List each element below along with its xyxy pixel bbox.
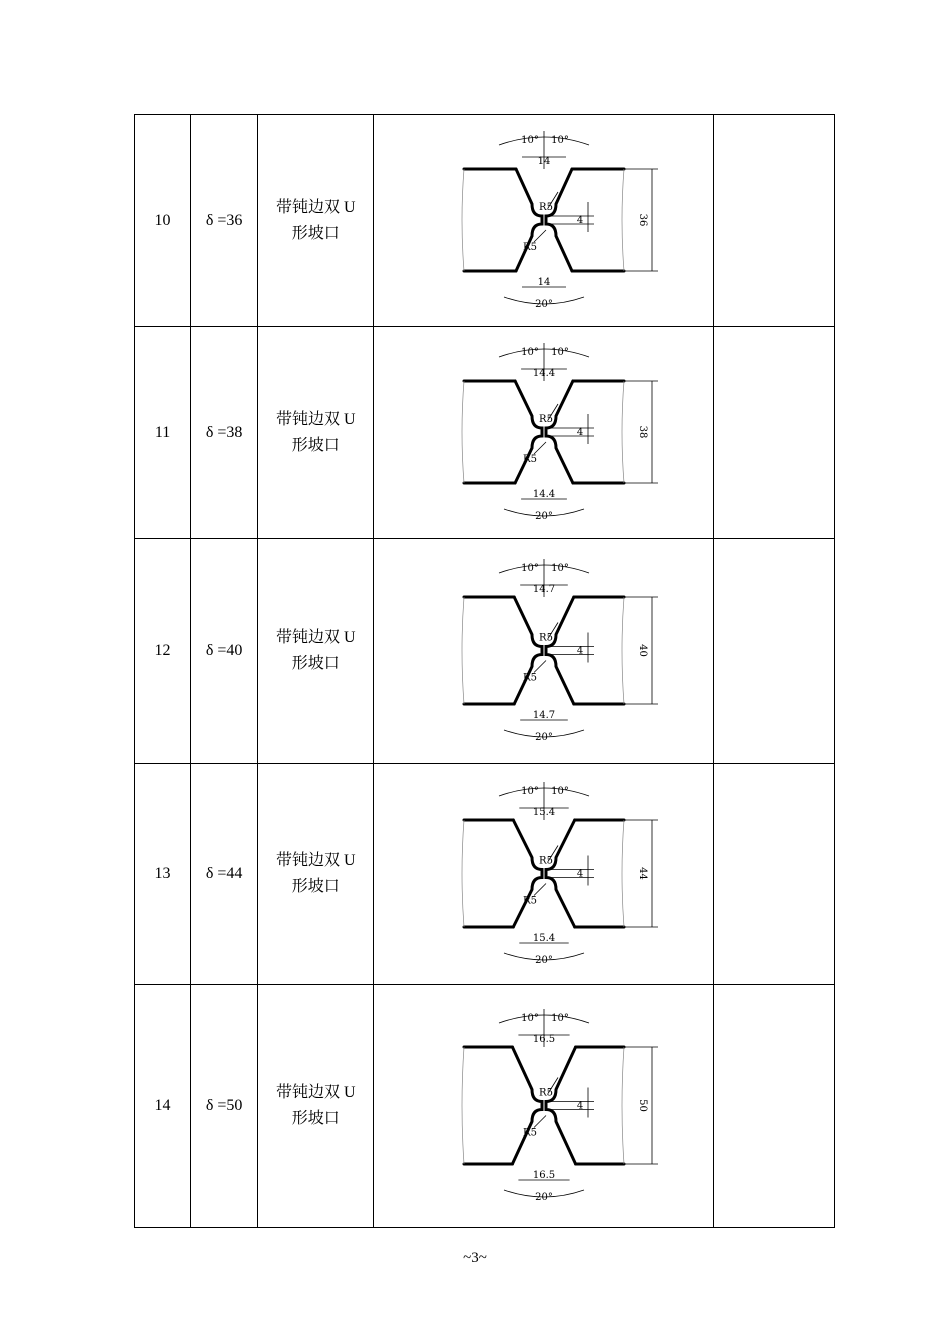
bottom-angle-label: 20° — [534, 1191, 553, 1203]
groove-name-line1: 带钝边双 U — [275, 1084, 356, 1101]
row-number: 10 — [135, 115, 191, 327]
bottom-angle-label: 20° — [534, 298, 553, 310]
groove-figure-cell — [374, 539, 713, 764]
plate-thickness: δ =36 — [191, 115, 258, 327]
groove-name-line2: 形坡口 — [291, 1110, 340, 1127]
groove-name — [258, 115, 374, 327]
radius-leader-bottom — [534, 442, 546, 454]
groove-name-line2: 形坡口 — [291, 436, 340, 454]
root-face-label: 4 — [576, 214, 583, 226]
groove-profile-right — [546, 169, 572, 271]
break-line-left — [462, 597, 464, 704]
bottom-angle-label: 20° — [534, 731, 553, 743]
groove-name-line2: 形坡口 — [291, 878, 340, 895]
radius-leader-bottom — [534, 230, 546, 242]
groove-profile-right — [546, 597, 574, 704]
break-line-right — [622, 169, 624, 271]
break-line-right — [622, 1047, 624, 1164]
angle-left-label: 10° — [520, 562, 539, 574]
plate-thickness: δ =38 — [191, 327, 258, 539]
groove-name-line1: 带钝边双 U — [275, 629, 356, 646]
remarks-cell — [713, 115, 834, 327]
remarks-cell — [713, 985, 834, 1228]
break-line-right — [622, 381, 624, 483]
radius-label-bottom: R5 — [522, 1127, 537, 1138]
break-line-right — [622, 820, 624, 927]
bottom-width-label: 16.5 — [532, 1169, 555, 1181]
root-face-label: 4 — [576, 1100, 583, 1111]
radius-label-bottom: R5 — [522, 895, 537, 906]
root-face-label: 4 — [576, 868, 583, 879]
groove-drawing — [419, 333, 669, 533]
radius-label-top: R5 — [538, 413, 553, 425]
groove-name-line2: 形坡口 — [291, 224, 340, 242]
break-line-left — [462, 381, 464, 483]
groove-figure-cell — [374, 115, 713, 327]
radius-label-top: R5 — [538, 201, 553, 213]
groove-name-line1: 带钝边双 U — [275, 410, 356, 428]
plate-thickness: δ =40 — [191, 539, 258, 764]
groove-name-line1: 带钝边双 U — [275, 198, 356, 216]
groove-drawing — [419, 121, 669, 321]
break-line-left — [462, 169, 464, 271]
groove-profile-left — [513, 820, 542, 927]
angle-right-label: 10° — [550, 785, 569, 797]
top-width-label: 14.4 — [532, 367, 555, 379]
angle-right-label: 10° — [550, 562, 569, 574]
groove-profile-left — [515, 381, 542, 483]
groove-profile-right — [546, 1047, 576, 1164]
bottom-angle-label: 20° — [534, 510, 553, 522]
top-width-label: 14.7 — [532, 583, 555, 595]
groove-profile-right — [546, 820, 575, 927]
break-line-left — [462, 820, 464, 927]
groove-profile-left — [514, 597, 542, 704]
radius-label-bottom: R5 — [522, 672, 537, 683]
radius-leader-bottom — [534, 1115, 546, 1127]
top-width-label: 16.5 — [532, 1033, 555, 1045]
row-number: 14 — [135, 985, 191, 1228]
row-number: 13 — [135, 764, 191, 985]
plate-thickness: δ =50 — [191, 985, 258, 1228]
groove-name — [258, 764, 374, 985]
bottom-width-label: 14.7 — [532, 709, 555, 721]
break-line-left — [462, 1047, 464, 1164]
groove-name — [258, 539, 374, 764]
table-row — [135, 539, 835, 764]
groove-profile-left — [516, 169, 542, 271]
groove-drawing — [419, 549, 669, 754]
groove-profile-right — [546, 381, 573, 483]
groove-name-line1: 带钝边双 U — [275, 852, 356, 869]
bottom-width-label: 14 — [537, 276, 550, 288]
angle-left-label: 10° — [520, 1012, 539, 1024]
table-row — [135, 764, 835, 985]
groove-profile-left — [512, 1047, 542, 1164]
plate-thickness-label: 38 — [636, 425, 648, 438]
groove-name-line2: 形坡口 — [291, 655, 340, 672]
groove-spec-table — [134, 114, 835, 1228]
table-row — [135, 327, 835, 539]
groove-figure-cell — [374, 985, 713, 1228]
bottom-width-label: 15.4 — [532, 932, 555, 944]
plate-thickness-label: 44 — [636, 866, 648, 880]
remarks-cell — [713, 327, 834, 539]
angle-right-label: 10° — [550, 1012, 569, 1024]
angle-left-label: 10° — [520, 785, 539, 797]
radius-label-top: R5 — [538, 1087, 553, 1098]
root-face-label: 4 — [576, 426, 583, 438]
row-number: 11 — [135, 327, 191, 539]
row-number: 12 — [135, 539, 191, 764]
radius-label-bottom: R5 — [522, 453, 537, 465]
plate-thickness: δ =44 — [191, 764, 258, 985]
radius-label-top: R5 — [538, 632, 553, 643]
break-line-right — [622, 597, 624, 704]
table-row — [135, 115, 835, 327]
table-row — [135, 985, 835, 1228]
angle-right-label: 10° — [550, 134, 569, 146]
page-number: ~3~ — [463, 1250, 487, 1266]
plate-thickness-label: 36 — [636, 213, 648, 226]
groove-drawing — [419, 999, 669, 1214]
groove-figure-cell — [374, 764, 713, 985]
angle-left-label: 10° — [520, 134, 539, 146]
radius-label-bottom: R5 — [522, 241, 537, 253]
groove-name — [258, 327, 374, 539]
groove-drawing — [419, 772, 669, 977]
top-width-label: 14 — [537, 155, 550, 167]
bottom-width-label: 14.4 — [532, 488, 555, 500]
radius-leader-bottom — [534, 883, 546, 895]
bottom-angle-label: 20° — [534, 954, 553, 966]
remarks-cell — [713, 539, 834, 764]
plate-thickness-label: 50 — [636, 1098, 648, 1112]
groove-name — [258, 985, 374, 1228]
groove-figure-cell — [374, 327, 713, 539]
angle-right-label: 10° — [550, 346, 569, 358]
radius-leader-bottom — [534, 660, 546, 672]
remarks-cell — [713, 764, 834, 985]
plate-thickness-label: 40 — [636, 643, 648, 657]
top-width-label: 15.4 — [532, 806, 555, 818]
angle-left-label: 10° — [520, 346, 539, 358]
root-face-label: 4 — [576, 645, 583, 656]
radius-label-top: R5 — [538, 855, 553, 866]
